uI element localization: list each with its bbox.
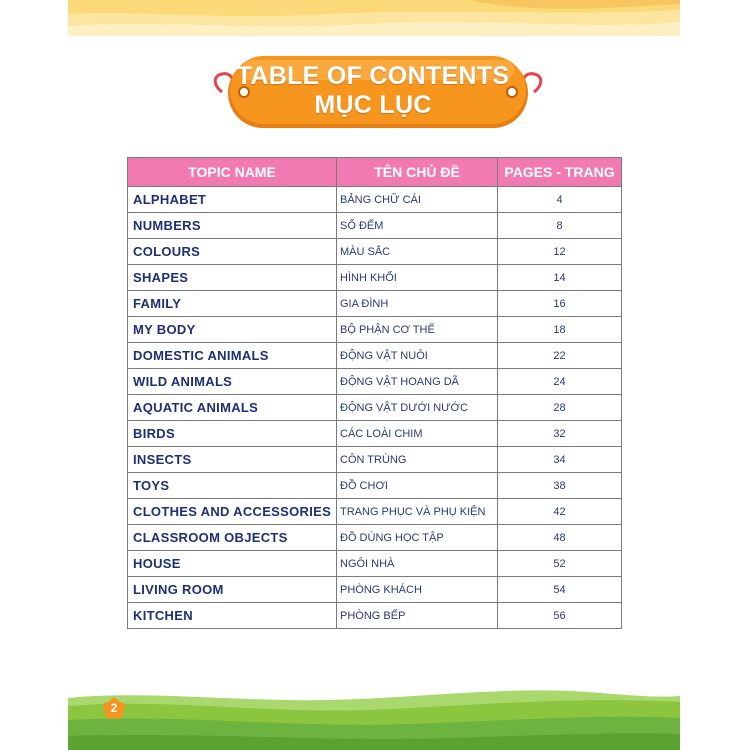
topic-vietnamese: ĐỒ CHƠI xyxy=(337,473,498,499)
topic-page: 42 xyxy=(498,499,622,525)
topic-name: TOYS xyxy=(128,473,337,499)
table-row xyxy=(128,291,622,317)
topic-page: 18 xyxy=(498,317,622,343)
topic-vietnamese: HÌNH KHỐI xyxy=(337,265,498,291)
topic-page: 52 xyxy=(498,551,622,577)
book-page xyxy=(68,0,680,750)
topic-page: 12 xyxy=(498,239,622,265)
topic-vietnamese: CÁC LOÀI CHIM xyxy=(337,421,498,447)
topic-vietnamese: PHÒNG BẾP xyxy=(337,603,498,629)
topic-name: BIRDS xyxy=(128,421,337,447)
header-vietnamese-name: TÊN CHỦ ĐỀ xyxy=(337,158,498,187)
topic-page: 22 xyxy=(498,343,622,369)
table-header-row xyxy=(128,158,622,187)
topic-name: SHAPES xyxy=(128,265,337,291)
topic-vietnamese: MÀU SẮC xyxy=(337,239,498,265)
table-row xyxy=(128,239,622,265)
grass-decoration xyxy=(68,680,680,750)
topic-page: 32 xyxy=(498,421,622,447)
topic-name: INSECTS xyxy=(128,447,337,473)
topic-page: 34 xyxy=(498,447,622,473)
topic-name: ALPHABET xyxy=(128,187,337,213)
table-row xyxy=(128,551,622,577)
topic-vietnamese: ĐỘNG VẬT HOANG DÃ xyxy=(337,369,498,395)
table-row xyxy=(128,447,622,473)
top-decoration xyxy=(68,0,680,36)
table-row xyxy=(128,395,622,421)
title-english: TABLE OF CONTENTS xyxy=(236,62,510,90)
topic-vietnamese: PHÒNG KHÁCH xyxy=(337,577,498,603)
header-pages: PAGES - TRANG xyxy=(498,158,622,187)
table-row xyxy=(128,317,622,343)
page-title xyxy=(223,62,523,120)
topic-page: 28 xyxy=(498,395,622,421)
page-number: 2 xyxy=(110,701,118,715)
table-row xyxy=(128,265,622,291)
topic-name: WILD ANIMALS xyxy=(128,369,337,395)
table-row xyxy=(128,577,622,603)
topic-name: NUMBERS xyxy=(128,213,337,239)
table-row xyxy=(128,421,622,447)
table-row xyxy=(128,369,622,395)
topic-page: 24 xyxy=(498,369,622,395)
topic-vietnamese: CÔN TRÙNG xyxy=(337,447,498,473)
topic-page: 54 xyxy=(498,577,622,603)
topic-name: HOUSE xyxy=(128,551,337,577)
table-row xyxy=(128,499,622,525)
topic-vietnamese: TRANG PHỤC VÀ PHỤ KIỆN xyxy=(337,499,498,525)
table-row xyxy=(128,603,622,629)
topic-page: 16 xyxy=(498,291,622,317)
topic-page: 8 xyxy=(498,213,622,239)
topic-page: 4 xyxy=(498,187,622,213)
contents-table xyxy=(127,157,622,629)
topic-name: CLOTHES AND ACCESSORIES xyxy=(128,499,337,525)
topic-vietnamese: SỐ ĐẾM xyxy=(337,213,498,239)
topic-name: CLASSROOM OBJECTS xyxy=(128,525,337,551)
topic-page: 48 xyxy=(498,525,622,551)
table-row xyxy=(128,473,622,499)
topic-vietnamese: ĐỘNG VẬT NUÔI xyxy=(337,343,498,369)
topic-page: 14 xyxy=(498,265,622,291)
topic-vietnamese: ĐỒ DÙNG HỌC TẬP xyxy=(337,525,498,551)
topic-page: 38 xyxy=(498,473,622,499)
topic-name: MY BODY xyxy=(128,317,337,343)
table-row xyxy=(128,525,622,551)
topic-name: KITCHEN xyxy=(128,603,337,629)
topic-name: COLOURS xyxy=(128,239,337,265)
topic-name: LIVING ROOM xyxy=(128,577,337,603)
header-topic-name: TOPIC NAME xyxy=(128,158,337,187)
page-number-badge xyxy=(103,698,125,720)
topic-name: FAMILY xyxy=(128,291,337,317)
table-row xyxy=(128,187,622,213)
topic-name: DOMESTIC ANIMALS xyxy=(128,343,337,369)
topic-vietnamese: NGÔI NHÀ xyxy=(337,551,498,577)
topic-vietnamese: BỘ PHẬN CƠ THỂ xyxy=(337,317,498,343)
table-row xyxy=(128,213,622,239)
topic-vietnamese: ĐỘNG VẬT DƯỚI NƯỚC xyxy=(337,395,498,421)
topic-vietnamese: BẢNG CHỮ CÁI xyxy=(337,187,498,213)
title-vietnamese: MỤC LỤC xyxy=(314,91,432,119)
topic-name: AQUATIC ANIMALS xyxy=(128,395,337,421)
topic-vietnamese: GIA ĐÌNH xyxy=(337,291,498,317)
table-row xyxy=(128,343,622,369)
topic-page: 56 xyxy=(498,603,622,629)
